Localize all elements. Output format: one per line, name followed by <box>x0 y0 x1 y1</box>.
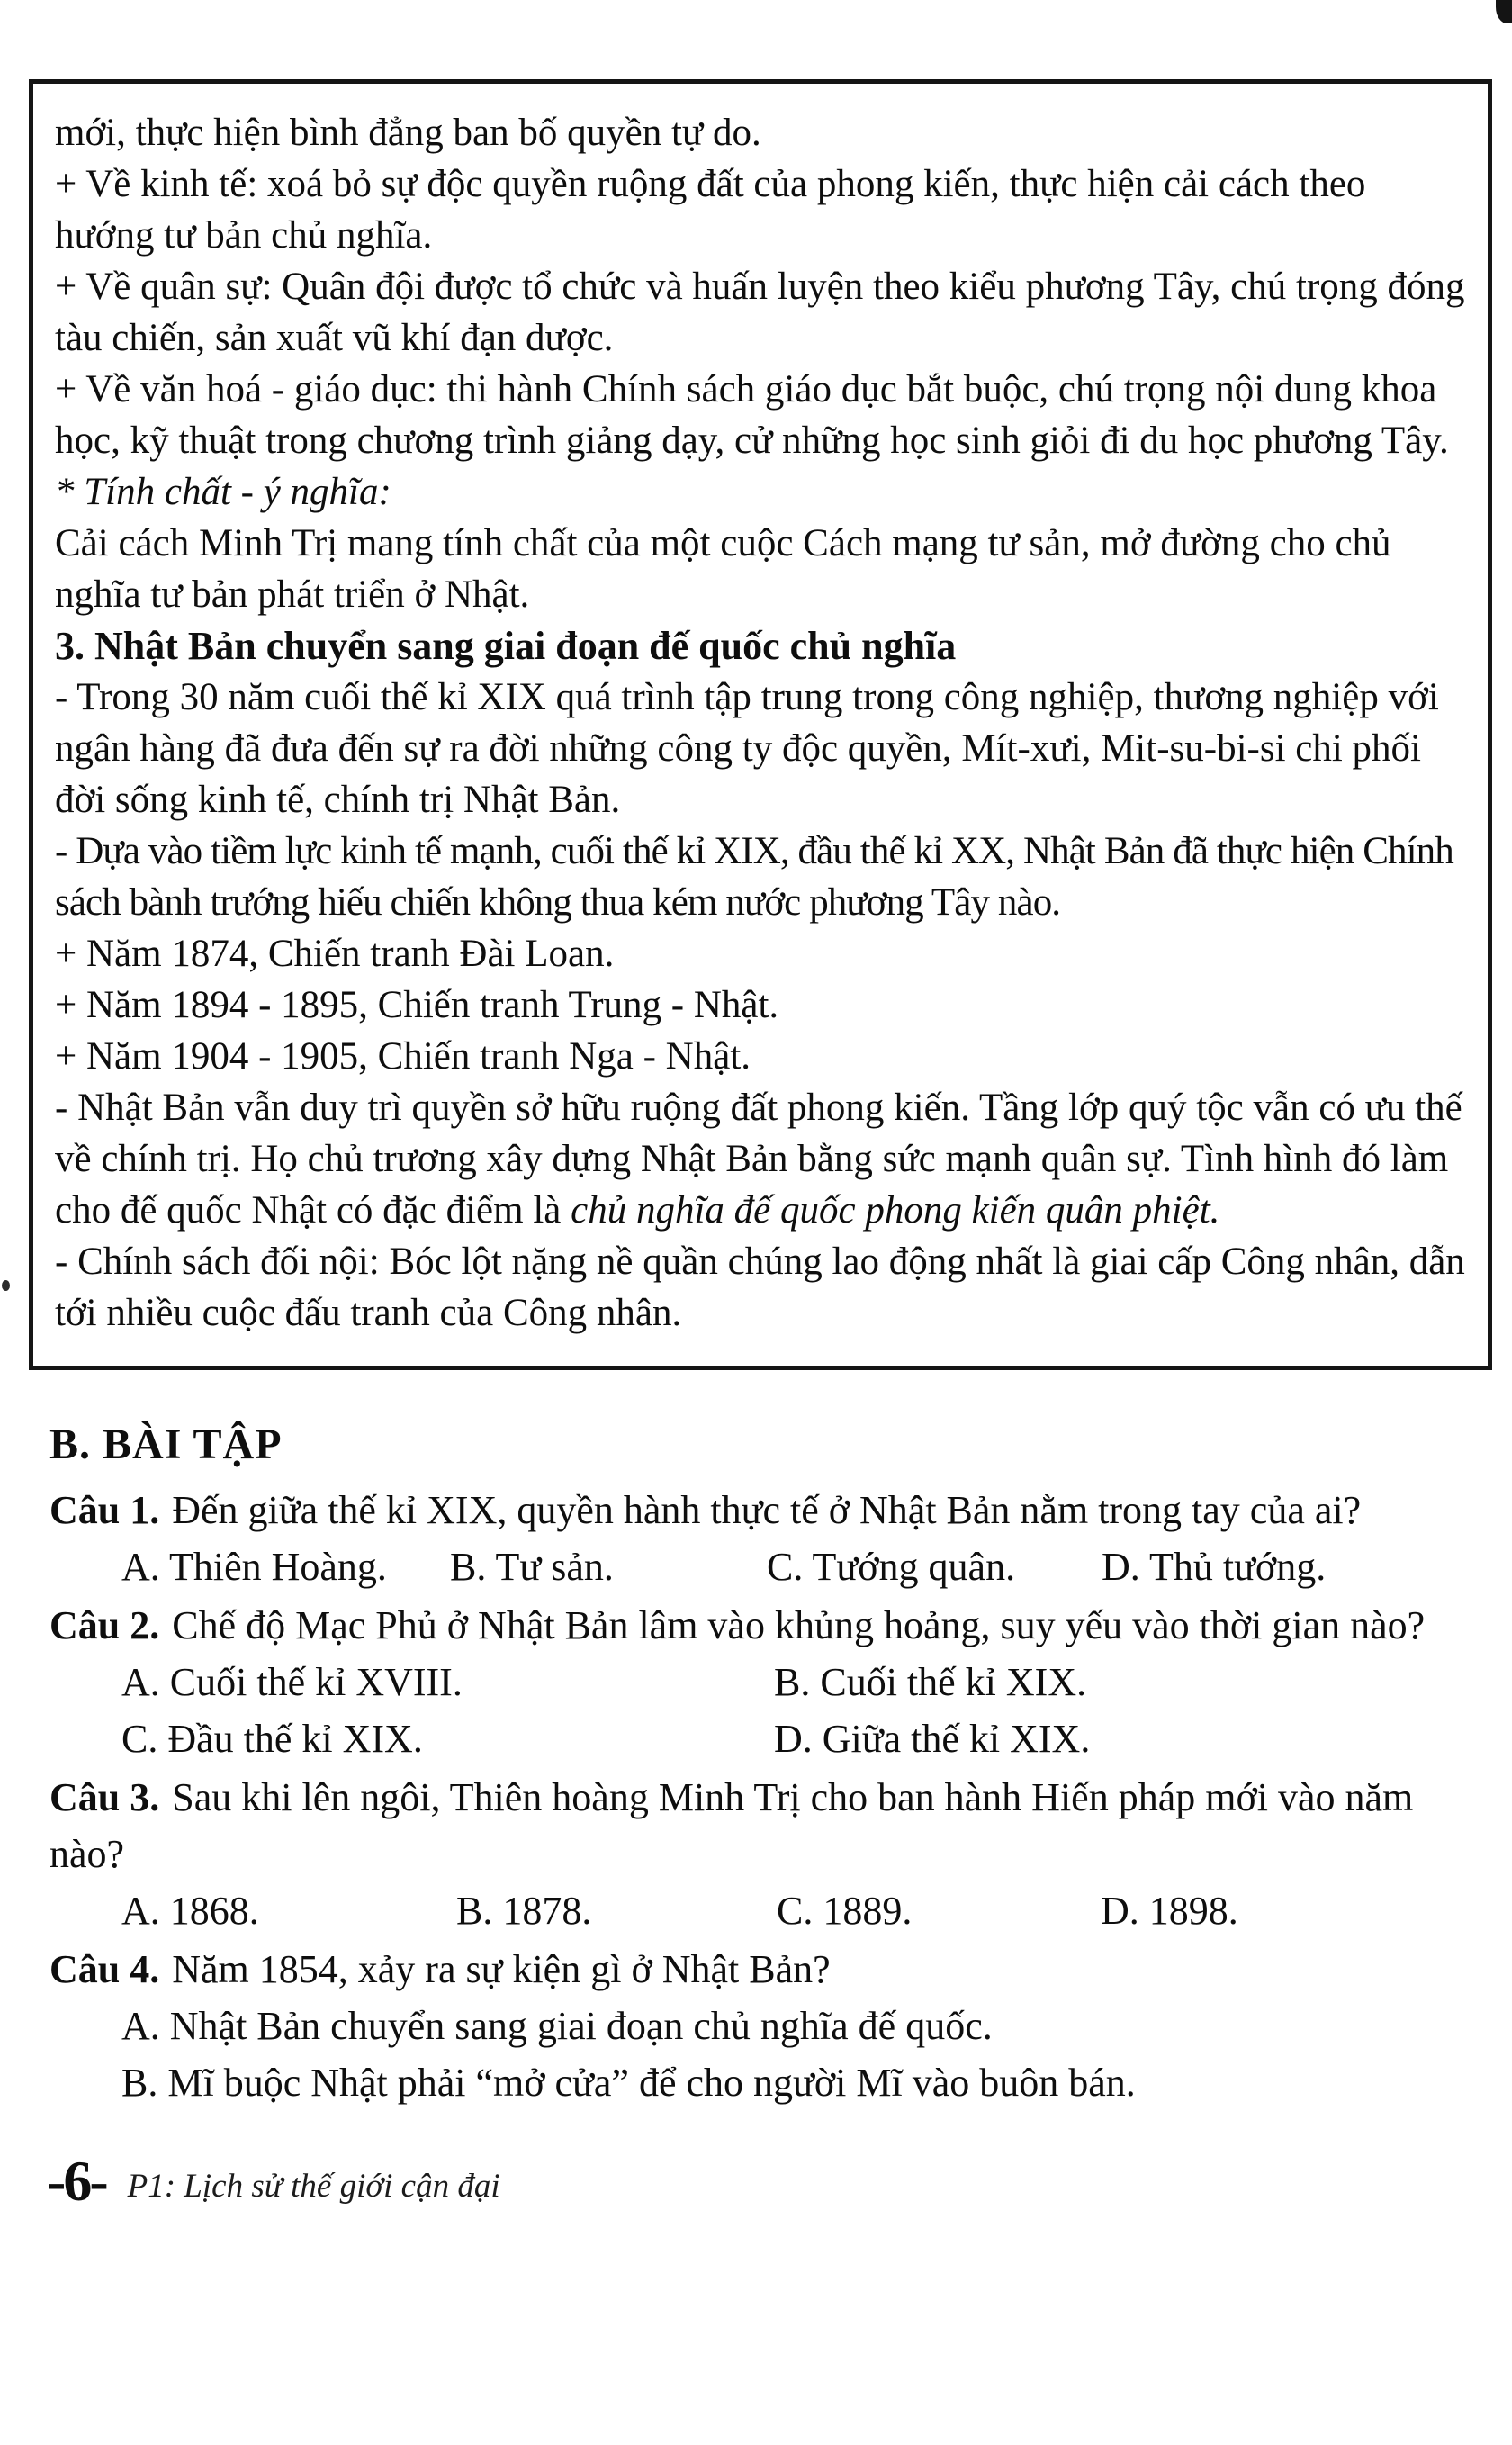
question-text: Đến giữa thế kỉ XIX, quyền hành thực tế ở Nhật Bản nằm trong tay của ai? <box>172 1488 1362 1532</box>
page-number: -6- <box>47 2149 106 2213</box>
box-paragraph: + Về văn hoá - giáo dục: thi hành Chính sách giáo dục bắt buộc, chú trọng nội dung khoa học, kỹ thuật trong chương trình giảng dạy, cử những học sinh giỏi đi du học phương Tây. <box>55 368 1449 462</box>
question-label: Câu 4. <box>50 1947 160 1991</box>
question-1 <box>50 1482 1487 1538</box>
option-a: A. Nhật Bản chuyển sang giai đoạn chủ nghĩa đế quốc. <box>122 2004 993 2048</box>
option-d: D. Thủ tướng. <box>1102 1545 1327 1589</box>
box-paragraph: - Chính sách đối nội: Bóc lột nặng nề quần chúng lao động nhất là giai cấp Công nhân, dẫn tới nhiều cuộc đấu tranh của Công nhân. <box>55 1241 1465 1334</box>
box-section-heading: 3. Nhật Bản chuyển sang giai đoạn đế quốc chủ nghĩa <box>55 624 957 668</box>
question-label: Câu 1. <box>50 1488 160 1532</box>
option-d: D. 1898. <box>1101 1889 1238 1933</box>
box-paragraph: + Về kinh tế: xoá bỏ sự độc quyền ruộng đất của phong kiến, thực hiện cải cách theo hướng tư bản chủ nghĩa. <box>55 163 1366 257</box>
box-paragraph-heading-italic: * Tính chất - ý nghĩa: <box>55 471 392 513</box>
question-1-options <box>122 1538 1487 1595</box>
box-paragraph: - Dựa vào tiềm lực kinh tế mạnh, cuối thế kỉ XIX, đầu thế kỉ XX, Nhật Bản đã thực hiện Chính sách bành trướng hiếu chiến không thua kém nước phương Tây nào. <box>55 830 1454 924</box>
box-paragraph: + Năm 1904 - 1905, Chiến tranh Nga - Nhật. <box>55 1035 752 1078</box>
exercises-section <box>50 1420 1487 2111</box>
question-3 <box>50 1769 1487 1882</box>
question-2-options <box>122 1654 1487 1767</box>
option-c: C. 1889. <box>777 1889 913 1933</box>
box-paragraph: Cải cách Minh Trị mang tính chất của một cuộc Cách mạng tư sản, mở đường cho chủ nghĩa tư bản phát triển ở Nhật. <box>55 522 1391 616</box>
option-c: C. Đầu thế kỉ XIX. <box>122 1717 423 1761</box>
box-paragraph: mới, thực hiện bình đẳng ban bố quyền tự do. <box>55 112 761 154</box>
box-paragraph-text: - Nhật Bản vẫn duy trì quyền sở hữu ruộng đất phong kiến. Tầng lớp quý tộc vẫn có ưu thế về chính trị. Họ chủ trương xây dựng Nhật Bản bằng sức mạnh quân sự. Tình hình đó làm cho đế quốc Nhật có đặc điểm là <box>55 1087 1462 1232</box>
option-b: B. Mĩ buộc Nhật phải “mở cửa” để cho người Mĩ vào buôn bán. <box>122 2061 1136 2105</box>
box-paragraph <box>55 1082 1470 1236</box>
option-c: C. Tướng quân. <box>767 1545 1016 1589</box>
exercises-heading: B. BÀI TẬP <box>50 1421 283 1468</box>
question-text: Sau khi lên ngôi, Thiên hoàng Minh Trị cho ban hành Hiến pháp mới vào năm nào? <box>50 1775 1414 1876</box>
option-a: A. 1868. <box>122 1889 259 1933</box>
option-b: B. 1878. <box>456 1889 592 1933</box>
lesson-summary-box <box>29 79 1492 1370</box>
scan-artifact-dot <box>2 1280 10 1291</box>
question-text: Năm 1854, xảy ra sự kiện gì ở Nhật Bản? <box>172 1947 831 1991</box>
option-a: A. Thiên Hoàng. <box>122 1545 387 1589</box>
option-b: B. Cuối thế kỉ XIX. <box>774 1660 1087 1704</box>
box-paragraph-italic-run: chủ nghĩa đế quốc phong kiến quân phiệt. <box>571 1189 1220 1232</box>
option-a: A. Cuối thế kỉ XVIII. <box>122 1660 463 1704</box>
question-label: Câu 3. <box>50 1775 160 1819</box>
question-3-options <box>122 1882 1487 1939</box>
option-d: D. Giữa thế kỉ XIX. <box>774 1717 1091 1761</box>
box-paragraph: + Năm 1894 - 1895, Chiến tranh Trung - Nhật. <box>55 984 779 1026</box>
box-paragraph: - Trong 30 năm cuối thế kỉ XIX quá trình tập trung trong công nghiệp, thương nghiệp với ngân hàng đã đưa đến sự ra đời những công ty độc quyền, Mít-xưi, Mit-su-bi-si chi phối đời sống kinh tế, chính trị Nhật Bản. <box>55 676 1439 821</box>
option-b: B. Tư sản. <box>450 1545 614 1589</box>
question-2 <box>50 1597 1487 1654</box>
box-paragraph: + Về quân sự: Quân đội được tổ chức và huấn luyện theo kiểu phương Tây, chú trọng đóng tàu chiến, sản xuất vũ khí đạn dược. <box>55 266 1465 359</box>
question-text: Chế độ Mạc Phủ ở Nhật Bản lâm vào khủng hoảng, suy yếu vào thời gian nào? <box>172 1603 1426 1647</box>
box-paragraph: + Năm 1874, Chiến tranh Đài Loan. <box>55 933 615 975</box>
page-footer <box>47 2149 1512 2213</box>
question-label: Câu 2. <box>50 1603 160 1647</box>
scan-artifact-corner <box>1496 0 1512 23</box>
book-title: P1: Lịch sử thế giới cận đại <box>127 2167 500 2205</box>
question-4 <box>50 1941 1487 1998</box>
question-4-options <box>122 1998 1487 2111</box>
